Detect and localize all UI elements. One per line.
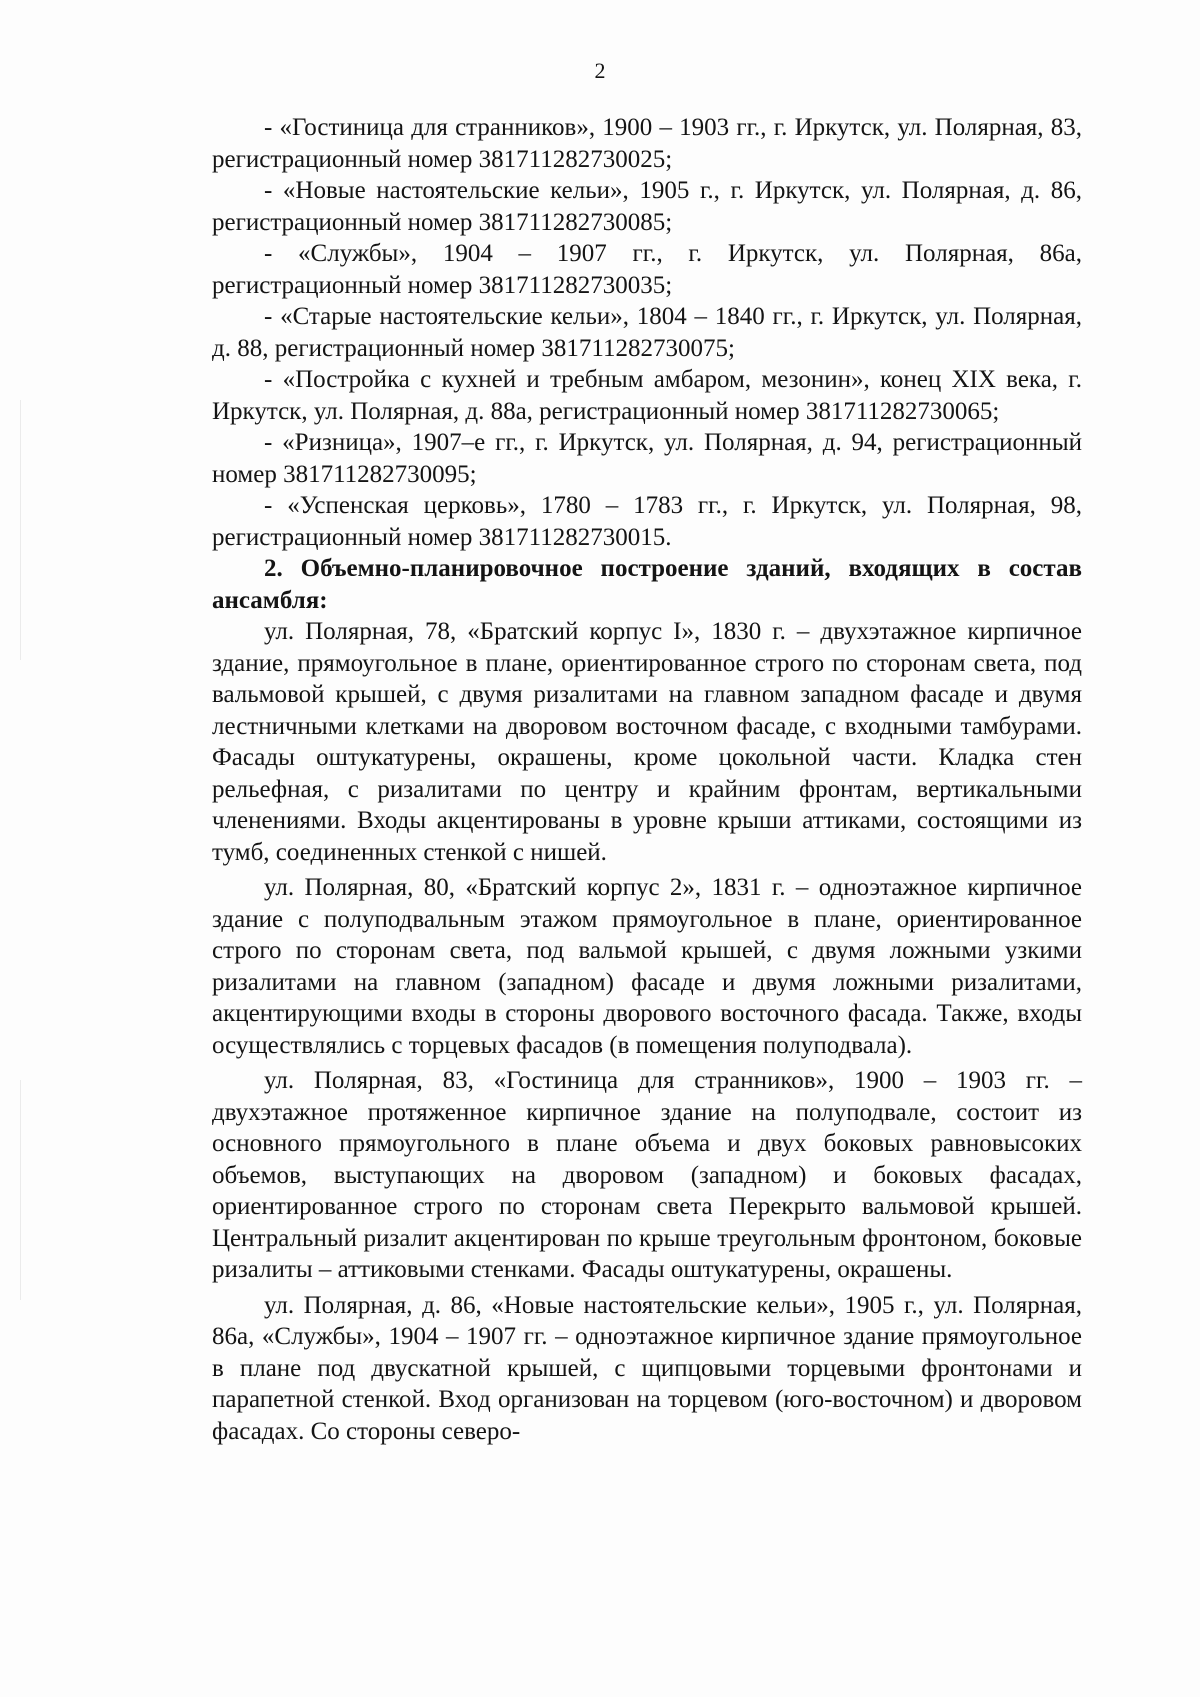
scan-artifact-left [20,1080,21,1300]
body-paragraph: ул. Полярная, 83, «Гостиница для странников», 1900 – 1903 гг. – двухэтажное протяженное кирпичное здание на полуподвале, состоит из основного прямоугольного в плане объема и двух боковых равновысоких объемов, выступающих на дворовом (западном) и боковых фасадах, ориентированное строго по сторонам света Перекрыто вальмовой крышей. Центральный ризалит акцентирован по крыше треугольным фронтоном, боковые ризалиты – аттиковыми стенками. Фасады оштукатурены, окрашены. [212,1067,1082,1283]
page-number: 2 [594,58,606,83]
list-item: - «Успенская церковь», 1780 – 1783 гг., г. Иркутск, ул. Полярная, 98, регистрационный номер 381711282730015. [212,492,1082,551]
list-item: - «Службы», 1904 – 1907 гг., г. Иркутск, ул. Полярная, 86а, регистрационный номер 381711282730035; [212,240,1082,299]
list-item: - «Старые настоятельские кельи», 1804 – 1840 гг., г. Иркутск, ул. Полярная, д. 88, регистрационный номер 381711282730075; [212,303,1082,362]
list-item: - «Новые настоятельские кельи», 1905 г., г. Иркутск, ул. Полярная, д. 86, регистрационный номер 381711282730085; [212,177,1082,236]
body-paragraph: ул. Полярная, 78, «Братский корпус I», 1830 г. – двухэтажное кирпичное здание, прямоугольное в плане, ориентированное строго по сторонам света, под вальмовой крышей, с двумя ризалитами на главном западном фасаде и двумя лестничными клетками на дворовом восточном фасаде, с входными тамбурами. Фасады оштукатурены, окрашены, кроме цокольной части. Кладка стен рельефная, с ризалитами по центру и крайним фронтам, вертикальными членениями. Входы акцентированы в уровне крыши аттиками, состоящими из тумб, соединенных стенкой с нишей. [212,618,1082,866]
list-item: - «Ризница», 1907–е гг., г. Иркутск, ул. Полярная, д. 94, регистрационный номер 381711282730095; [212,429,1082,488]
body-paragraph: ул. Полярная, д. 86, «Новые настоятельские кельи», 1905 г., ул. Полярная, 86а, «Службы», 1904 – 1907 гг. – одноэтажное кирпичное здание прямоугольное в плане под двускатной крышей, с щипцовыми торцевыми фронтонами и парапетной стенкой. Вход организован на торцевом (юго-восточном) и дворовом фасадах. Со стороны северо- [212,1291,1082,1445]
document-body [212,112,1082,1447]
list-item: - «Постройка с кухней и требным амбаром, мезонин», конец XIX века, г. Иркутск, ул. Полярная, д. 88а, регистрационный номер 381711282730065; [212,366,1082,425]
section-heading: 2. Объемно-планировочное построение зданий, входящих в состав ансамбля: [212,555,1082,614]
body-paragraph: ул. Полярная, 80, «Братский корпус 2», 1831 г. – одноэтажное кирпичное здание с полуподвальным этажом прямоугольное в плане, ориентированное строго по сторонам света, под вальмой крышей, с двумя ложными узкими ризалитами на главном (западном) фасаде и двумя ложными ризалитами, акцентирующими входы в стороны дворового восточного фасада. Также, входы осуществлялись с торцевых фасадов (в помещения полуподвала). [212,874,1082,1059]
list-item: - «Гостиница для странников», 1900 – 1903 гг., г. Иркутск, ул. Полярная, 83, регистрационный номер 381711282730025; [212,114,1082,173]
scan-artifact-left [20,400,21,660]
